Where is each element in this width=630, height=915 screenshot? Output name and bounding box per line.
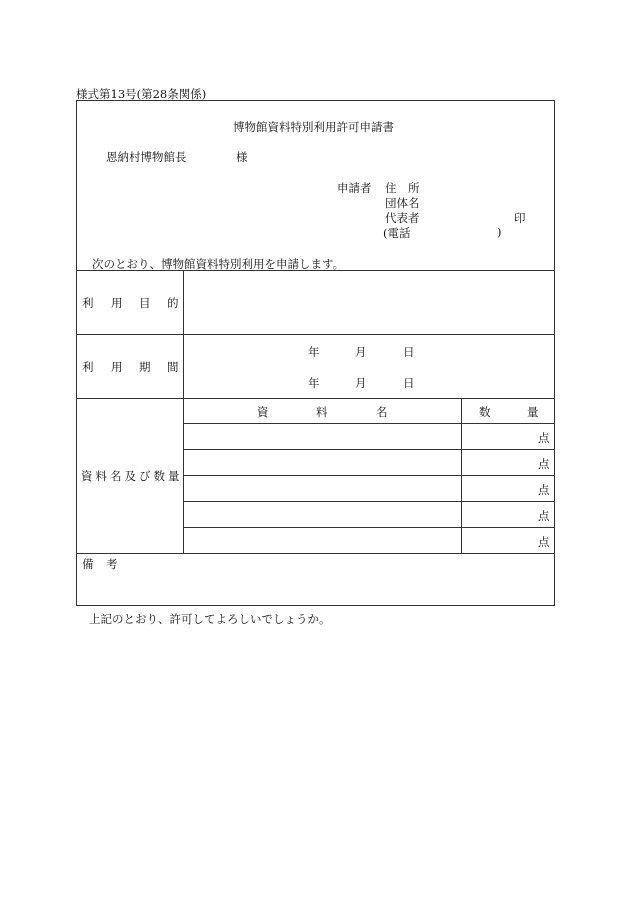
materials-name-header-char: 資	[257, 405, 269, 419]
period-label-char: 利	[82, 360, 94, 374]
purpose-label-char: 利	[82, 296, 94, 310]
addressee-honorific: 様	[236, 150, 248, 164]
materials-name-header-char: 料	[316, 405, 328, 419]
organization-label: 団体名	[385, 196, 420, 210]
divider-label-column	[183, 270, 184, 553]
request-statement: 次のとおり、博物館資料特別利用を申請します。	[92, 257, 345, 271]
divider-remarks-top	[77, 553, 554, 554]
form-number-label: 様式第13号(第28条関係)	[76, 87, 207, 101]
period-start-year: 年	[308, 345, 320, 359]
phone-label: (電話	[383, 226, 411, 240]
divider-materials-top	[77, 398, 554, 399]
qty-unit: 点	[538, 457, 550, 471]
applicant-label: 申請者	[337, 181, 372, 195]
address-label: 住 所	[385, 181, 420, 195]
form-title: 博物館資料特別利用許可申請書	[233, 120, 394, 134]
qty-unit: 点	[538, 431, 550, 445]
divider-materials-row2	[183, 475, 554, 476]
divider-materials-row3	[183, 501, 554, 502]
purpose-label-char: 目	[139, 296, 151, 310]
period-start-day: 日	[403, 345, 415, 359]
period-label-char: 用	[111, 360, 123, 374]
materials-name-header-char: 名	[376, 405, 388, 419]
materials-qty-header-char: 量	[527, 405, 539, 419]
divider-materials-header	[183, 423, 554, 424]
divider-qty-column	[461, 398, 462, 553]
period-end-day: 日	[403, 376, 415, 390]
materials-qty-header-char: 数	[479, 405, 491, 419]
purpose-label-char: 用	[111, 296, 123, 310]
remarks-label-char: 備	[82, 557, 94, 571]
divider-materials-row1	[183, 449, 554, 450]
divider-materials-row4	[183, 527, 554, 528]
representative-label: 代表者	[385, 211, 420, 225]
qty-unit: 点	[538, 509, 550, 523]
remarks-label-char: 考	[106, 557, 118, 571]
approval-statement: 上記のとおり、許可してよろしいでしょうか。	[89, 612, 331, 626]
materials-label: 資料名及び数量	[81, 469, 183, 483]
period-end-month: 月	[355, 376, 367, 390]
qty-unit: 点	[538, 535, 550, 549]
seal-mark: 印	[514, 211, 526, 225]
period-end-year: 年	[308, 376, 320, 390]
addressee-name: 恩納村博物館長	[106, 150, 187, 164]
divider-period-top	[77, 334, 554, 335]
period-label-char: 期	[139, 360, 151, 374]
qty-unit: 点	[538, 483, 550, 497]
phone-close: )	[497, 225, 502, 239]
purpose-label-char: 的	[167, 296, 179, 310]
period-label-char: 間	[167, 360, 179, 374]
period-start-month: 月	[355, 345, 367, 359]
